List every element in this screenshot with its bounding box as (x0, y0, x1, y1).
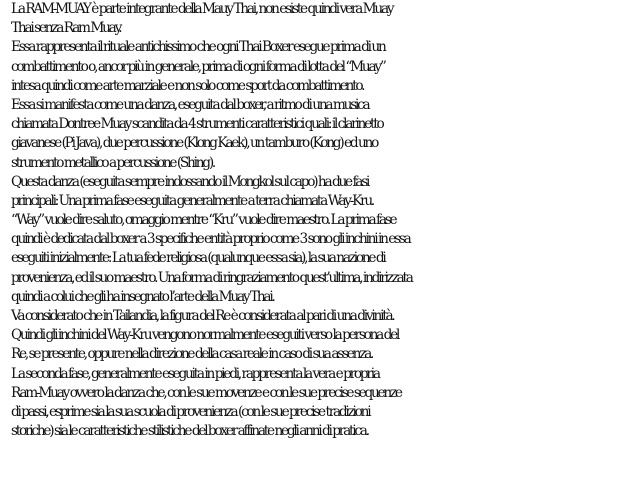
text-line: Questa danza (eseguita sempre indossando il Mongkol sul capo) ha due fasi (11, 173, 369, 190)
text-line: strumento metallico a percussione (Shing). (11, 154, 215, 171)
text-line: Essa si manifesta come una danza, eseguita dal boxer, a ritmo di una musica (11, 96, 369, 113)
text-line: chiamata Dontree Muay scandita da 4 strumenti caratteristici quali: il clarinetto (11, 116, 383, 133)
text-line: Quindi gli inchini del Way-Kru vengono normalmente eseguiti verso la persona del (11, 327, 399, 344)
text-line: Thai senza Ram Muay. (11, 20, 121, 37)
text-line: quindi a colui che gli ha insegnato l’arte della Muay Thai. (11, 288, 274, 305)
text-line: Essa rappresenta il rituale antichissimo che ogni Thai Boxer esegue prima di un (11, 39, 385, 56)
text-line: La seconda fase, generalmente eseguita in piedi, rappresenta la vera e propria (11, 365, 379, 382)
text-line: “Way” vuole dire saluto, omaggio mentre “Kru” vuole dire maestro. La prima fase (11, 212, 396, 229)
text-line: quindi è dedicata dal boxer a 3 specifiche entità proprio come 3 sono gli inchini in essa (11, 231, 410, 248)
text-line: provenienza, ed il suo maestro. Una forma di ringraziamento quest’ultima, indirizzata (11, 269, 412, 286)
text-line: di passi, esprime sia la sua scuola di provenienza (con le sue precise tradizioni (11, 403, 370, 420)
text-line: storiche) sia le caratteristiche stilistiche del boxer affinate negli anni di pratica. (11, 423, 368, 440)
text-line: Va considerato che in Tailandia, la figura del Re è considerata al pari di una divinità. (11, 308, 394, 324)
text-line: La RAM-MUAY è parte integrante della Mauy Thai, non esiste quindi vera Muay (11, 1, 393, 17)
text-line: intesa quindi come arte marziale e non solo come sport da combattimento. (11, 77, 364, 94)
text-line: eseguiti inizialmente: La tua fede religiosa (qualunque essa sia), la sua nazione di (11, 250, 385, 267)
text-line: Ram-Muay ovvero la danza che, con le sue movenze e con le sue precise sequenze (11, 384, 401, 401)
text-line: principali: Una prima fase eseguita generalmente a terra chiamata Way-Kru. (11, 192, 374, 209)
text-line: Re, se presente, oppure nella direzione della casa reale in caso di sua assenza. (11, 346, 373, 363)
document-text (11, 0, 618, 441)
text-line: giavanese (Pi Java), due percussione (Klong Kaek), un tamburo (Kong) ed uno (11, 135, 378, 152)
text-line: combattimento o, ancor più in generale, prima di ogni forma di lotta del “Muay” (11, 58, 385, 75)
